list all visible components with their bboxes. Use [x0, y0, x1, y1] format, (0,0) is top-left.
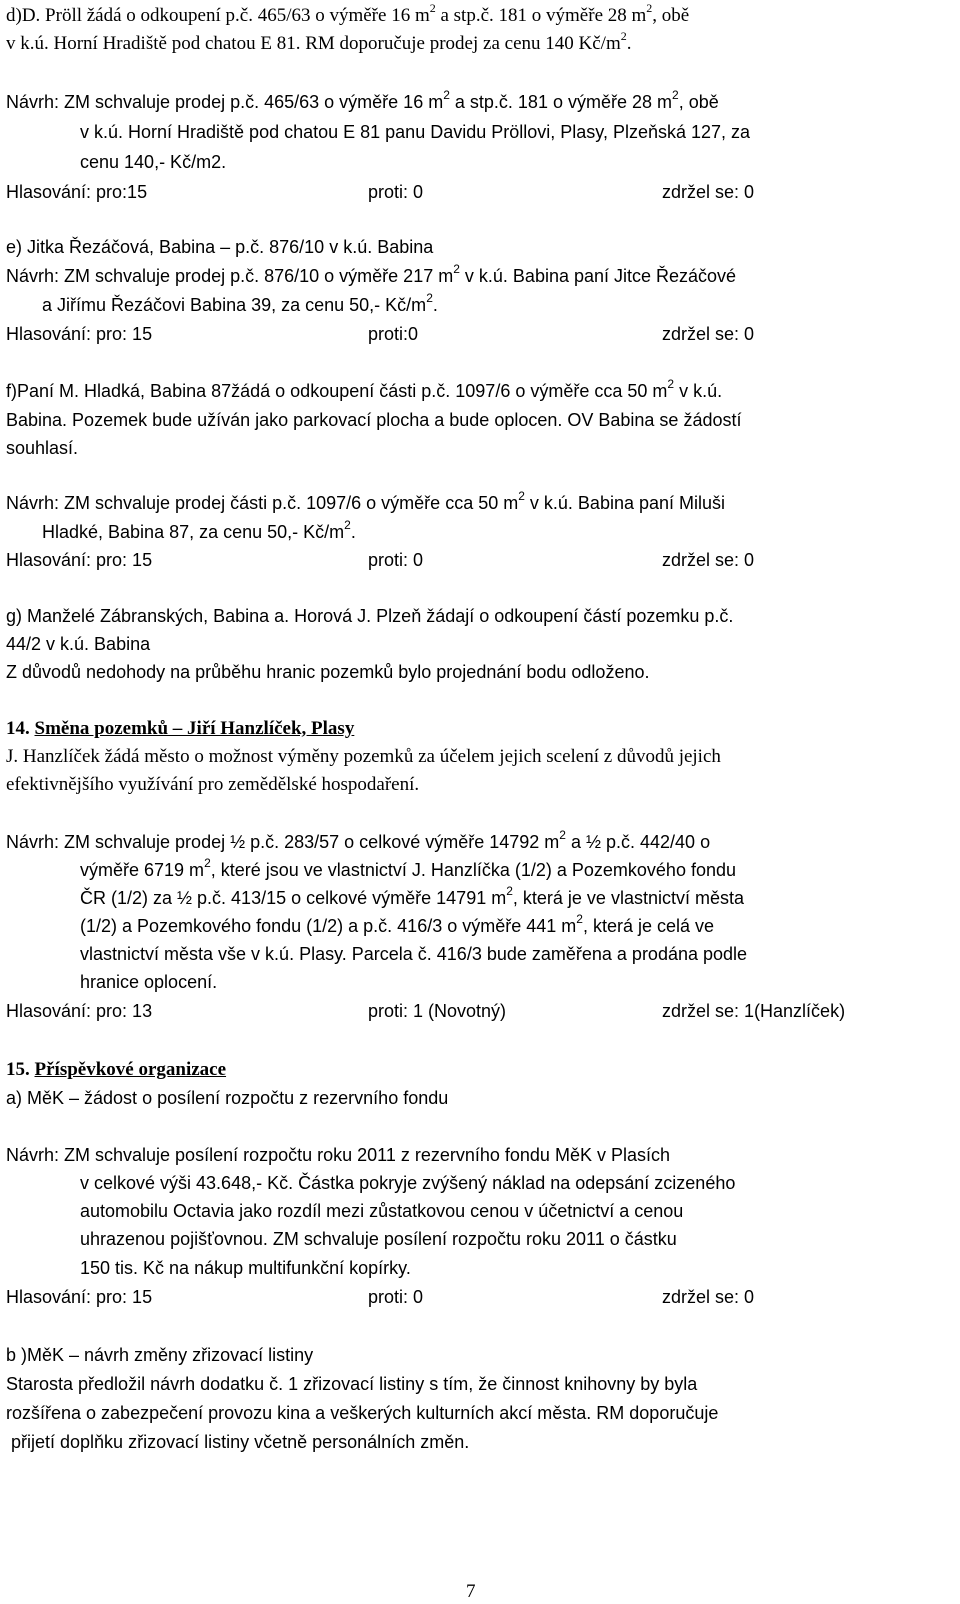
- text-line: d)D. Pröll žádá o odkoupení p.č. 465/63 o výměře 16 $m^2$ a stp.č. 181 o výměře 28 $m^2$, obě: [6, 0, 690, 26]
- proposal-line: cenu 140,- Kč/m2.: [80, 152, 227, 172]
- item-heading: f)Paní M. Hladká, Babina 87žádá o odkoupení části p.č. 1097/6 o výměře cca 50 $m^2$ v k.ú.: [6, 377, 723, 401]
- item-heading: b )MěK – návrh změny zřizovací listiny: [6, 1345, 314, 1365]
- text-line: Z důvodů nedohody na průběhu hranic pozemků bylo projednání bodu odloženo.: [6, 662, 650, 682]
- text-line: rozšířena o zabezpečení provozu kina a veškerých kulturních akcí města. RM doporučuje: [6, 1403, 719, 1423]
- vote-zdrzel: zdržel se: 0: [662, 1287, 755, 1307]
- vote-proti: proti: 0: [368, 182, 424, 202]
- proposal-line: uhrazenou pojišťovnou. ZM schvaluje posílení rozpočtu roku 2011 o částku: [80, 1229, 677, 1249]
- vote-pro: Hlasování: pro: 13: [6, 1001, 153, 1021]
- vote-proti: proti: 0: [368, 1287, 424, 1307]
- item-heading: g) Manželé Zábranských, Babina a. Horová J. Plzeň žádají o odkoupení částí pozemku p.č.: [6, 606, 734, 626]
- proposal-line: Návrh: ZM schvaluje prodej p.č. 876/10 o výměře 217 $m^2$ v k.ú. Babina paní Jitce Řezáčové: [6, 262, 737, 286]
- proposal-line: automobilu Octavia jako rozdíl mezi zůstatkovou cenou v účetnictví a cenou: [80, 1201, 684, 1221]
- vote-proti: proti:0: [368, 324, 419, 344]
- vote-zdrzel: zdržel se: 1(Hanzlíček): [662, 1001, 846, 1021]
- proposal-line: 150 tis. Kč na nákup multifunkční kopírky.: [80, 1258, 411, 1278]
- text-line: přijetí doplňku zřizovací listiny včetně personálních změn.: [6, 1432, 470, 1452]
- text-line: v k.ú. Horní Hradiště pod chatou E 81. RM doporučuje prodej za cenu 140 $Kč/m^2$.: [6, 28, 632, 54]
- proposal-line: a Jiřímu Řezáčovi Babina 39, za cenu 50,- $Kč/m^2$.: [42, 291, 438, 315]
- text-line: Babina. Pozemek bude užíván jako parkovací plocha a bude oplocen. OV Babina se žádostí: [6, 410, 742, 430]
- proposal-line: Návrh: ZM schvaluje posílení rozpočtu roku 2011 z rezervního fondu MěK v Plasích: [6, 1145, 670, 1165]
- section-heading: 14. Směna pozemků – Jiří Hanzlíček, Plasy: [6, 718, 355, 739]
- proposal-line: Návrh: ZM schvaluje prodej ½ p.č. 283/57 o celkové výměře 14792 $m^2$ a ½ p.č. 442/40 o: [6, 828, 711, 852]
- proposal-line: Návrh: ZM schvaluje prodej části p.č. 1097/6 o výměře cca 50 $m^2$ v k.ú. Babina paní Miluši: [6, 489, 726, 513]
- vote-proti: proti: 0: [368, 550, 424, 570]
- proposal-line: v celkové výši 43.648,- Kč. Částka pokryje zvýšený náklad na odepsání zcizeného: [80, 1173, 736, 1193]
- proposal-line: hranice oplocení.: [80, 972, 218, 992]
- text-line: J. Hanzlíček žádá město o možnost výměny pozemků za účelem jejich scelení z důvodů jejich: [6, 746, 721, 767]
- vote-pro: Hlasování: pro: 15: [6, 324, 153, 344]
- page-number: 7: [466, 1581, 476, 1602]
- item-heading: e) Jitka Řezáčová, Babina – p.č. 876/10 v k.ú. Babina: [6, 237, 434, 257]
- proposal-line: výměře 6719 $m^2$, které jsou ve vlastnictví J. Hanzlíčka (1/2) a Pozemkového fondu: [80, 856, 736, 880]
- proposal-line: Hladké, Babina 87, za cenu 50,- $Kč/m^2$.: [42, 518, 356, 542]
- vote-zdrzel: zdržel se: 0: [662, 550, 755, 570]
- text-line: Starosta předložil návrh dodatku č. 1 zřizovací listiny s tím, že činnost knihovny by byla: [6, 1374, 698, 1394]
- vote-pro: Hlasování: pro: 15: [6, 550, 153, 570]
- item-heading: a) MěK – žádost o posílení rozpočtu z rezervního fondu: [6, 1088, 449, 1108]
- vote-proti: proti: 1 (Novotný): [368, 1001, 507, 1021]
- vote-zdrzel: zdržel se: 0: [662, 324, 755, 344]
- vote-zdrzel: zdržel se: 0: [662, 182, 755, 202]
- text-line: efektivnějšího využívání pro zemědělské hospodaření.: [6, 774, 420, 795]
- vote-pro: Hlasování: pro: 15: [6, 1287, 153, 1307]
- vote-pro: Hlasování: pro:15: [6, 182, 148, 202]
- proposal-line: ČR (1/2) za ½ p.č. 413/15 o celkové výměře 14791 $m^2$, která je ve vlastnictví města: [80, 884, 744, 908]
- proposal-line: Návrh: ZM schvaluje prodej p.č. 465/63 o výměře 16 $m^2$ a stp.č. 181 o výměře 28 $m^2$, obě: [6, 88, 719, 112]
- text-line: 44/2 v k.ú. Babina: [6, 634, 151, 654]
- text-line: souhlasí.: [6, 438, 79, 458]
- proposal-line: (1/2) a Pozemkového fondu (1/2) a p.č. 416/3 o výměře 441 $m^2$, která je celá ve: [80, 912, 715, 936]
- proposal-line: vlastnictví města vše v k.ú. Plasy. Parcela č. 416/3 bude zaměřena a prodána podle: [80, 944, 748, 964]
- section-heading: 15. Příspěvkové organizace: [6, 1059, 227, 1080]
- proposal-line: v k.ú. Horní Hradiště pod chatou E 81 panu Davidu Pröllovi, Plasy, Plzeňská 127, za: [80, 122, 751, 142]
